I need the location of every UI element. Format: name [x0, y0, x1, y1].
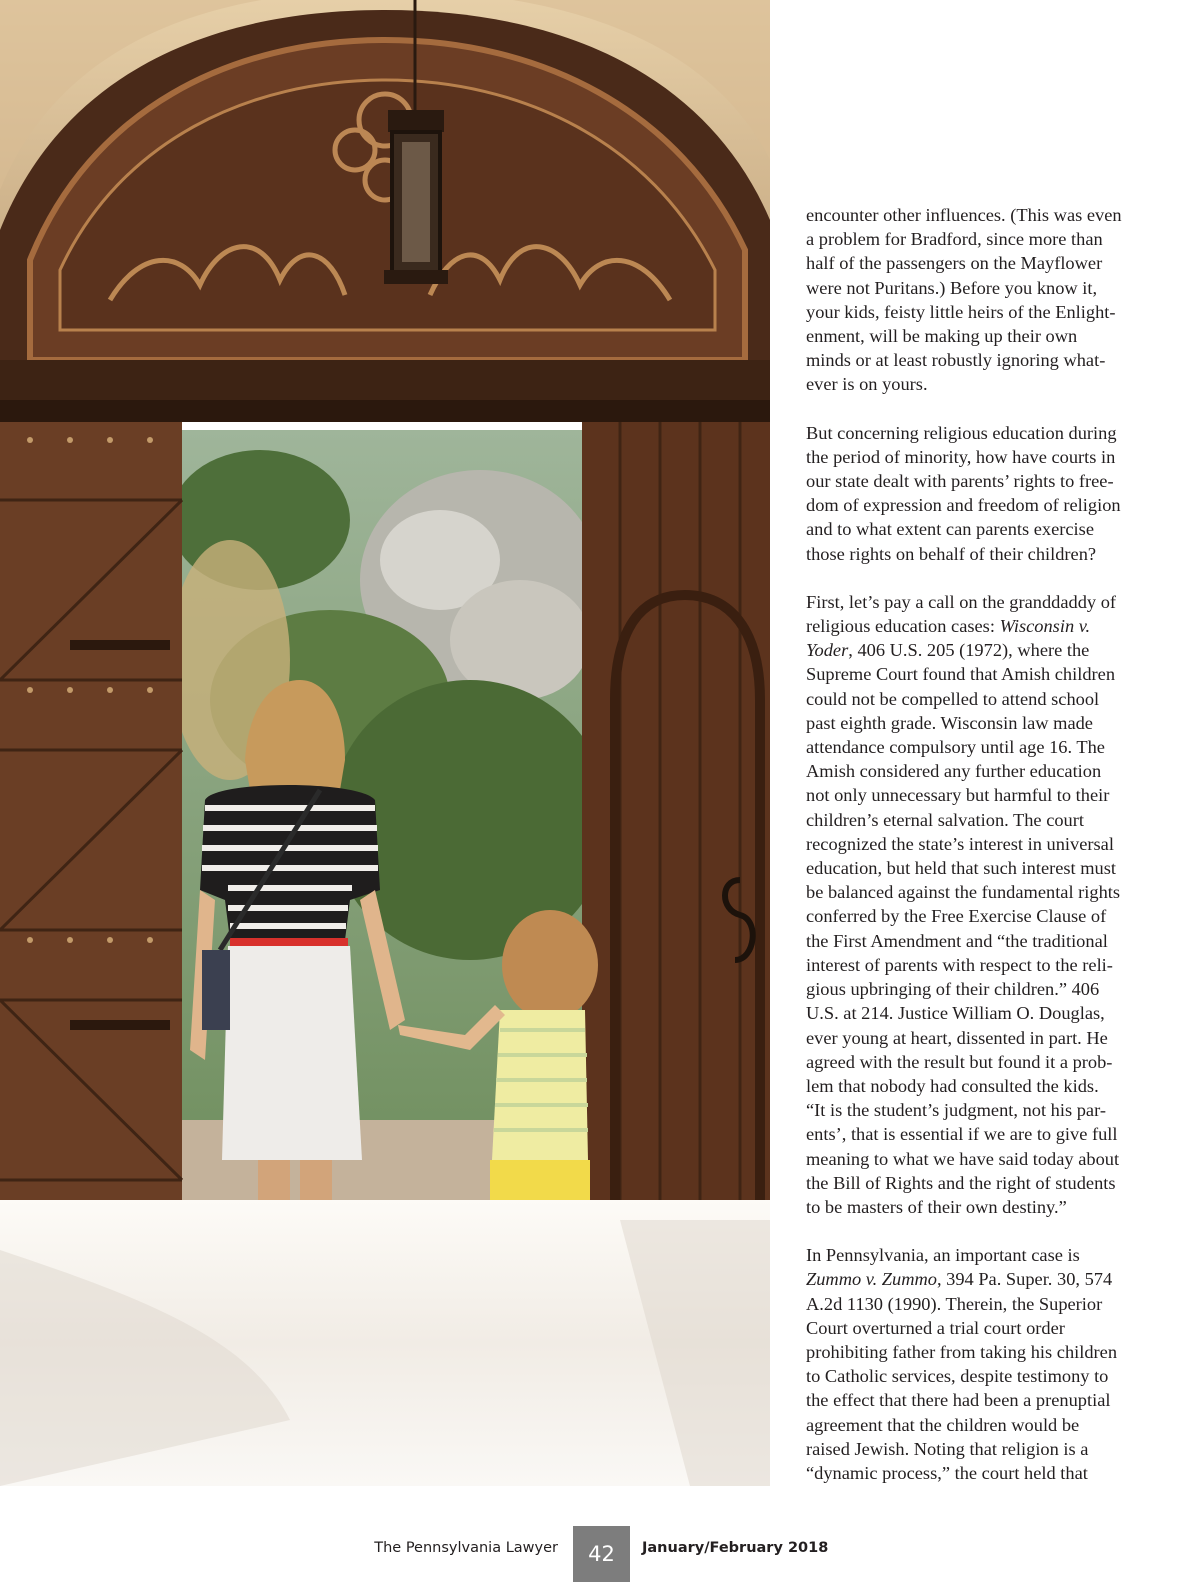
paragraph-text: encounter other influences. (This was even a problem for Bradford, since more than half of the passengers on the Mayflower were not Puritans.) Before you know it, your kids, feisty little heirs of the Enlight- enment, will be making up their own minds or at least robustly ignoring what- ever is on yours.	[806, 205, 1122, 395]
paragraph-text: But concerning religious education during the period of minority, how have courts in our state dealt with parents’ rights to free- dom of expression and freedom of religion and to what extent can parents exercise those rights on behalf of their children?	[806, 422, 1121, 564]
publication-name: The Pennsylvania Lawyer	[374, 1540, 558, 1556]
article-body	[806, 203, 1156, 1509]
page-footer	[0, 1526, 1200, 1582]
article-paragraph	[806, 590, 1156, 1219]
page-number: 42	[588, 1542, 615, 1566]
paragraph-text: , 394 Pa. Super. 30, 574 A.2d 1130 (1990). Therein, the Superior Court overturned a trial court order prohibiting father from taking his children to Catholic services, despite testimony to the effect that there had been a prenuptial agreement that the children would be raised Jewish. Noting that religion is a “dynamic process,” the court held that	[806, 1269, 1118, 1483]
case-name: Wisconsin v. Yoder	[806, 616, 1091, 661]
article-paragraph	[806, 421, 1156, 566]
article-paragraph	[806, 1243, 1156, 1485]
paragraph-text: First, let’s pay a call on the granddaddy of religious education cases:	[806, 591, 1117, 637]
paragraph-text: , 406 U.S. 205 (1972), where the Supreme Court found that Amish children could not be compelled to attend school past eighth grade. Wisconsin law made attendance compulsory until age 16. The Amish considered any further education not only unnecessary but harmful to their children’s eternal salvation. The court recognized the state’s interest in universal education, but held that such interest must be balanced against the fundamental rights conferred by the Free Exercise Clause of the First Amendment and “the traditional interest of parents with respect to the reli- gious upbringing of their children.” 406 U.S. at 214. Justice William O. Douglas, ever young at heart, dissented in part. He agreed with the result but found it a prob- lem that nobody had consulted the kids. “It is the student’s judgment, not his par- ents’, that is essential if we are to give full meaning to what we have said today about the Bill of Rights and the right of students to be masters of their own destiny.”	[806, 640, 1121, 1217]
page-number-box	[573, 1526, 630, 1582]
issue-date: January/February 2018	[642, 1540, 829, 1556]
case-name: Zummo v. Zummo	[806, 1269, 937, 1290]
article-paragraph	[806, 203, 1156, 397]
paragraph-text: In Pennsylvania, an important case is	[806, 1245, 1080, 1266]
